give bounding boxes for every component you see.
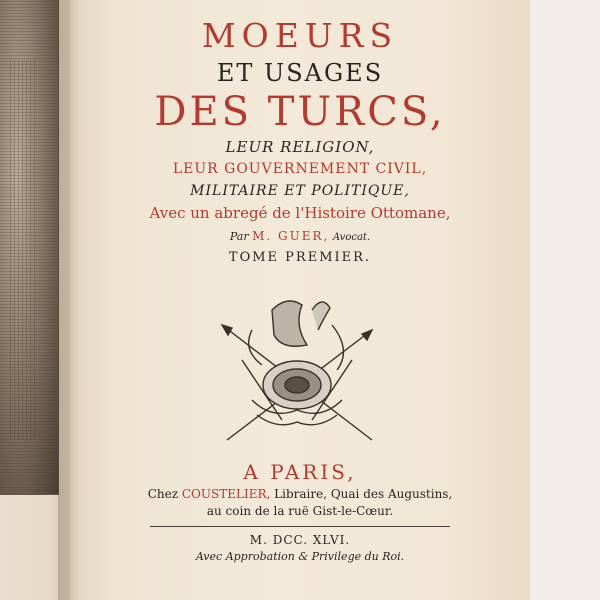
imprint-city: A PARIS, bbox=[243, 460, 357, 484]
trophy-of-arms-vignette-icon bbox=[212, 290, 382, 450]
imprint-year: M. DCC. XLVI. bbox=[249, 533, 351, 547]
author-line bbox=[70, 226, 530, 248]
subtitle-histoire-ottomane: Avec un abregé de l'Histoire Ottomane, bbox=[149, 204, 451, 222]
title-block bbox=[70, 14, 530, 268]
title-line-moeurs: MOEURS bbox=[201, 16, 399, 55]
publisher-name: COUSTELIER, bbox=[181, 487, 271, 501]
author-suffix: Avocat. bbox=[332, 232, 371, 243]
author-prefix: Par bbox=[229, 230, 249, 243]
title-line-et-usages: ET USAGES bbox=[216, 59, 384, 87]
publisher-address: Libraire, Quai des Augustins, bbox=[274, 487, 453, 501]
imprint-publisher bbox=[70, 486, 530, 503]
subtitle-religion: LEUR RELIGION, bbox=[225, 138, 375, 156]
divider-rule bbox=[150, 526, 450, 527]
imprint-privilege: Avec Approbation & Privilege du Roi. bbox=[195, 550, 405, 563]
subtitle-militaire: MILITAIRE ET POLITIQUE, bbox=[190, 183, 410, 199]
background bbox=[530, 0, 600, 600]
tome-label: TOME PREMIER. bbox=[228, 250, 372, 265]
author-name: M. GUER, bbox=[252, 229, 330, 243]
imprint-block bbox=[70, 458, 530, 565]
title-line-des-turcs: DES TURCS, bbox=[154, 89, 446, 135]
imprint-street: au coin de la ruë Gist-le-Cœur. bbox=[206, 504, 394, 518]
publisher-prefix: Chez bbox=[147, 487, 179, 501]
frontispiece-engraving-icon bbox=[0, 0, 59, 495]
subtitle-gouvernement: LEUR GOUVERNEMENT CIVIL, bbox=[172, 161, 428, 177]
